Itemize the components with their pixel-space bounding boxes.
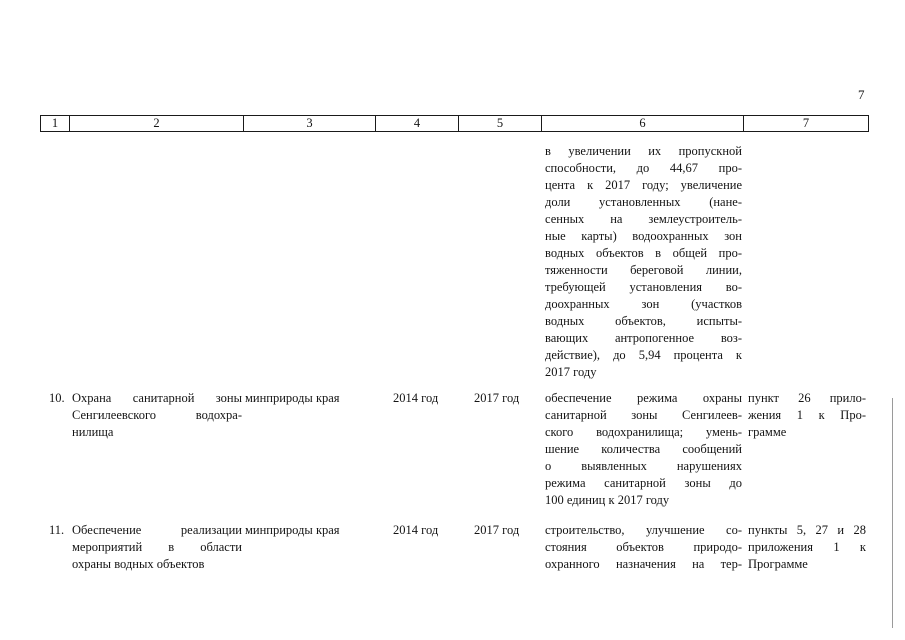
end-year: 2017 год [474, 391, 520, 405]
end-year: 2017 год [474, 523, 520, 537]
text-line: действие), до 5,94 процента к [545, 348, 742, 362]
text-line: Охрана санитарной зоны [72, 391, 242, 405]
text-line: охранного назначения на тер- [545, 557, 742, 571]
text-line: шение количества сообщений [545, 442, 742, 456]
text-line: 2017 году [545, 365, 597, 379]
row-number: 10. [49, 391, 65, 405]
text-line: в увеличении их пропускной [545, 144, 742, 158]
text-line: доохранных зон (участков [545, 297, 742, 311]
program-link [748, 390, 866, 441]
start-year: 2014 год [393, 391, 439, 405]
header-col-7: 7 [802, 116, 810, 130]
row-number: 11. [49, 523, 65, 537]
scan-edge-line [892, 398, 893, 628]
page-number: 7 [858, 87, 865, 102]
header-col-2: 2 [70, 116, 244, 131]
text-line: Программе [748, 557, 808, 571]
text-line: сенных на землеустроитель- [545, 212, 742, 226]
text-line: тяженности береговой линии, [545, 263, 742, 277]
text-line: мероприятий в области [72, 540, 242, 554]
text-line: санитарной зоны Сенгилеев- [545, 408, 742, 422]
text-line: цента к 2017 году; увеличение [545, 178, 742, 192]
continuation-text [545, 143, 742, 381]
text-line: доли установленных (нане- [545, 195, 742, 209]
text-line: жения 1 к Про- [748, 408, 866, 422]
table-header [40, 115, 869, 132]
measure-name [72, 390, 242, 441]
header-col-1: 1 [41, 116, 70, 131]
text-line: 100 единиц к 2017 году [545, 493, 670, 507]
text-line: грамме [748, 425, 787, 439]
text-line: пункт 26 прило- [748, 391, 866, 405]
executor: минприроды края [245, 523, 340, 537]
text-line: о выявленных нарушениях [545, 459, 742, 473]
text-line: охраны водных объектов [72, 557, 205, 571]
text-line: вающих антропогенное воз- [545, 331, 742, 345]
header-col-3: 3 [244, 116, 376, 131]
text-line: нилища [72, 425, 114, 439]
program-link [748, 522, 866, 573]
text-line: Обеспечение реализации [72, 523, 242, 537]
text-line: режима санитарной зоны до [545, 476, 742, 490]
executor: минприроды края [245, 391, 340, 405]
text-line: водных объектов, испыты- [545, 314, 742, 328]
text-line: ные карты) водоохранных зон [545, 229, 742, 243]
text-line: водных объектов в общей про- [545, 246, 742, 260]
text-line: строительство, улучшение со- [545, 523, 742, 537]
expected-result [545, 522, 742, 573]
measure-name [72, 522, 242, 573]
text-line: требующей установления во- [545, 280, 742, 294]
text-line: стояния объектов природо- [545, 540, 742, 554]
start-year: 2014 год [393, 523, 439, 537]
text-line: приложения 1 к [748, 540, 866, 554]
header-col-5: 5 [459, 116, 542, 131]
text-line: Сенгилеевского водохра- [72, 408, 242, 422]
text-line: способности, до 44,67 про- [545, 161, 742, 175]
text-line: ского водохранилища; умень- [545, 425, 742, 439]
text-line: обеспечение режима охраны [545, 391, 742, 405]
header-col-6: 6 [542, 116, 744, 131]
expected-result [545, 390, 742, 509]
header-col-4: 4 [376, 116, 459, 131]
text-line: пункты 5, 27 и 28 [748, 523, 866, 537]
